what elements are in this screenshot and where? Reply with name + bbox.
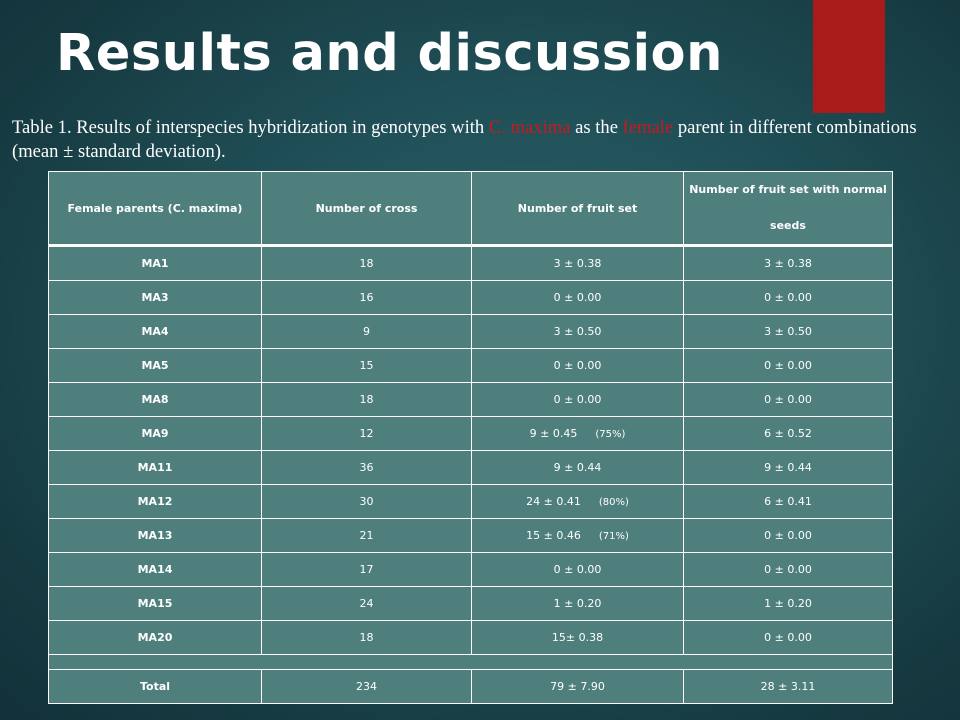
cell-number-of-cross: 21 [262, 519, 472, 553]
fruit-set-value: 15± 0.38 [551, 631, 604, 644]
caption-species: C. maxima [488, 117, 571, 138]
spacer-cell [49, 655, 893, 670]
table-row [49, 349, 893, 383]
cell-number-of-cross: 15 [262, 349, 472, 383]
cell-female-parent: MA15 [49, 587, 262, 621]
cell-number-of-fruit-set [472, 553, 684, 587]
fruit-set-percent: (75%) [595, 429, 626, 440]
cell-number-of-fruit-set [472, 246, 684, 281]
accent-bar [813, 0, 885, 113]
table-row [49, 587, 893, 621]
fruit-set-value: 15 ± 0.46 [526, 529, 581, 542]
cell-female-parent: MA13 [49, 519, 262, 553]
cell-fruit-set-normal-seeds: 9 ± 0.44 [684, 451, 893, 485]
cell-number-of-cross: 17 [262, 553, 472, 587]
header-female-parents: Female parents (C. maxima) [49, 172, 262, 246]
results-table [48, 171, 893, 704]
cell-female-parent: MA20 [49, 621, 262, 655]
cell-fruit-set-normal-seeds: 0 ± 0.00 [684, 621, 893, 655]
table-row [49, 417, 893, 451]
cell-number-of-fruit-set [472, 587, 684, 621]
cell-fruit-set-normal-seeds: 0 ± 0.00 [684, 519, 893, 553]
cell-female-parent: MA12 [49, 485, 262, 519]
table-header-row [49, 172, 893, 246]
header-fruit-set-normal-seeds-label: Number of fruit set with normal seeds [689, 183, 887, 232]
caption-text-1: Table 1. Results of interspecies hybridization in genotypes with [12, 117, 489, 138]
fruit-set-percent: (80%) [598, 497, 629, 508]
table-spacer-row [49, 655, 893, 670]
cell-female-parent: MA9 [49, 417, 262, 451]
cell-number-of-cross: 36 [262, 451, 472, 485]
caption-female: female [622, 117, 674, 138]
header-number-of-fruit-set: Number of fruit set [472, 172, 684, 246]
fruit-set-value: 0 ± 0.00 [553, 359, 602, 372]
fruit-set-value: 3 ± 0.38 [553, 257, 602, 270]
table-body [49, 246, 893, 704]
cell-number-of-fruit-set [472, 349, 684, 383]
cell-fruit-set-normal-seeds: 0 ± 0.00 [684, 281, 893, 315]
cell-fruit-set-normal-seeds: 3 ± 0.50 [684, 315, 893, 349]
cell-number-of-cross: 9 [262, 315, 472, 349]
cell-number-of-cross: 30 [262, 485, 472, 519]
cell-number-of-cross: 18 [262, 246, 472, 281]
header-fruit-set-normal-seeds [684, 172, 893, 246]
table-row [49, 621, 893, 655]
table-row [49, 281, 893, 315]
cell-number-of-fruit-set [472, 451, 684, 485]
cell-female-parent: MA4 [49, 315, 262, 349]
caption-text-3: parent in different combinations (mean ± standard deviation). [12, 117, 917, 162]
cell-fruit-set-normal-seeds: 6 ± 0.41 [684, 485, 893, 519]
fruit-set-value: 0 ± 0.00 [553, 563, 602, 576]
fruit-set-value: 9 ± 0.45 [529, 427, 578, 440]
cell-total-normal-seeds: 28 ± 3.11 [684, 670, 893, 704]
caption-text-2: as the [570, 117, 623, 138]
cell-number-of-fruit-set [472, 383, 684, 417]
fruit-set-value: 3 ± 0.50 [553, 325, 602, 338]
table-row [49, 383, 893, 417]
table-row [49, 553, 893, 587]
cell-fruit-set-normal-seeds: 0 ± 0.00 [684, 383, 893, 417]
cell-female-parent: MA8 [49, 383, 262, 417]
fruit-set-value: 9 ± 0.44 [553, 461, 602, 474]
cell-number-of-fruit-set [472, 519, 684, 553]
cell-number-of-fruit-set [472, 485, 684, 519]
table-total-row [49, 670, 893, 704]
cell-number-of-cross: 24 [262, 587, 472, 621]
cell-fruit-set-normal-seeds: 1 ± 0.20 [684, 587, 893, 621]
cell-fruit-set-normal-seeds: 3 ± 0.38 [684, 246, 893, 281]
cell-number-of-cross: 18 [262, 621, 472, 655]
fruit-set-value: 0 ± 0.00 [553, 291, 602, 304]
cell-number-of-cross: 18 [262, 383, 472, 417]
table-row [49, 485, 893, 519]
cell-number-of-cross: 12 [262, 417, 472, 451]
cell-female-parent: MA1 [49, 246, 262, 281]
cell-fruit-set-normal-seeds: 0 ± 0.00 [684, 349, 893, 383]
fruit-set-percent: (71%) [598, 531, 629, 542]
cell-female-parent: MA11 [49, 451, 262, 485]
cell-female-parent: MA5 [49, 349, 262, 383]
table-row [49, 451, 893, 485]
fruit-set-value: 1 ± 0.20 [553, 597, 602, 610]
cell-fruit-set-normal-seeds: 0 ± 0.00 [684, 553, 893, 587]
cell-number-of-fruit-set [472, 315, 684, 349]
fruit-set-value: 0 ± 0.00 [553, 393, 602, 406]
cell-number-of-fruit-set [472, 417, 684, 451]
cell-female-parent: MA14 [49, 553, 262, 587]
table-row [49, 315, 893, 349]
cell-female-parent: MA3 [49, 281, 262, 315]
cell-fruit-set-normal-seeds: 6 ± 0.52 [684, 417, 893, 451]
cell-number-of-fruit-set [472, 281, 684, 315]
table-row [49, 246, 893, 281]
cell-total-cross: 234 [262, 670, 472, 704]
cell-total-label: Total [49, 670, 262, 704]
slide-title: Results and discussion [56, 24, 723, 83]
cell-number-of-fruit-set [472, 621, 684, 655]
header-number-of-cross: Number of cross [262, 172, 472, 246]
cell-number-of-cross: 16 [262, 281, 472, 315]
cell-total-fruit-set: 79 ± 7.90 [472, 670, 684, 704]
table-row [49, 519, 893, 553]
fruit-set-value: 24 ± 0.41 [526, 495, 581, 508]
table-caption [12, 116, 952, 164]
